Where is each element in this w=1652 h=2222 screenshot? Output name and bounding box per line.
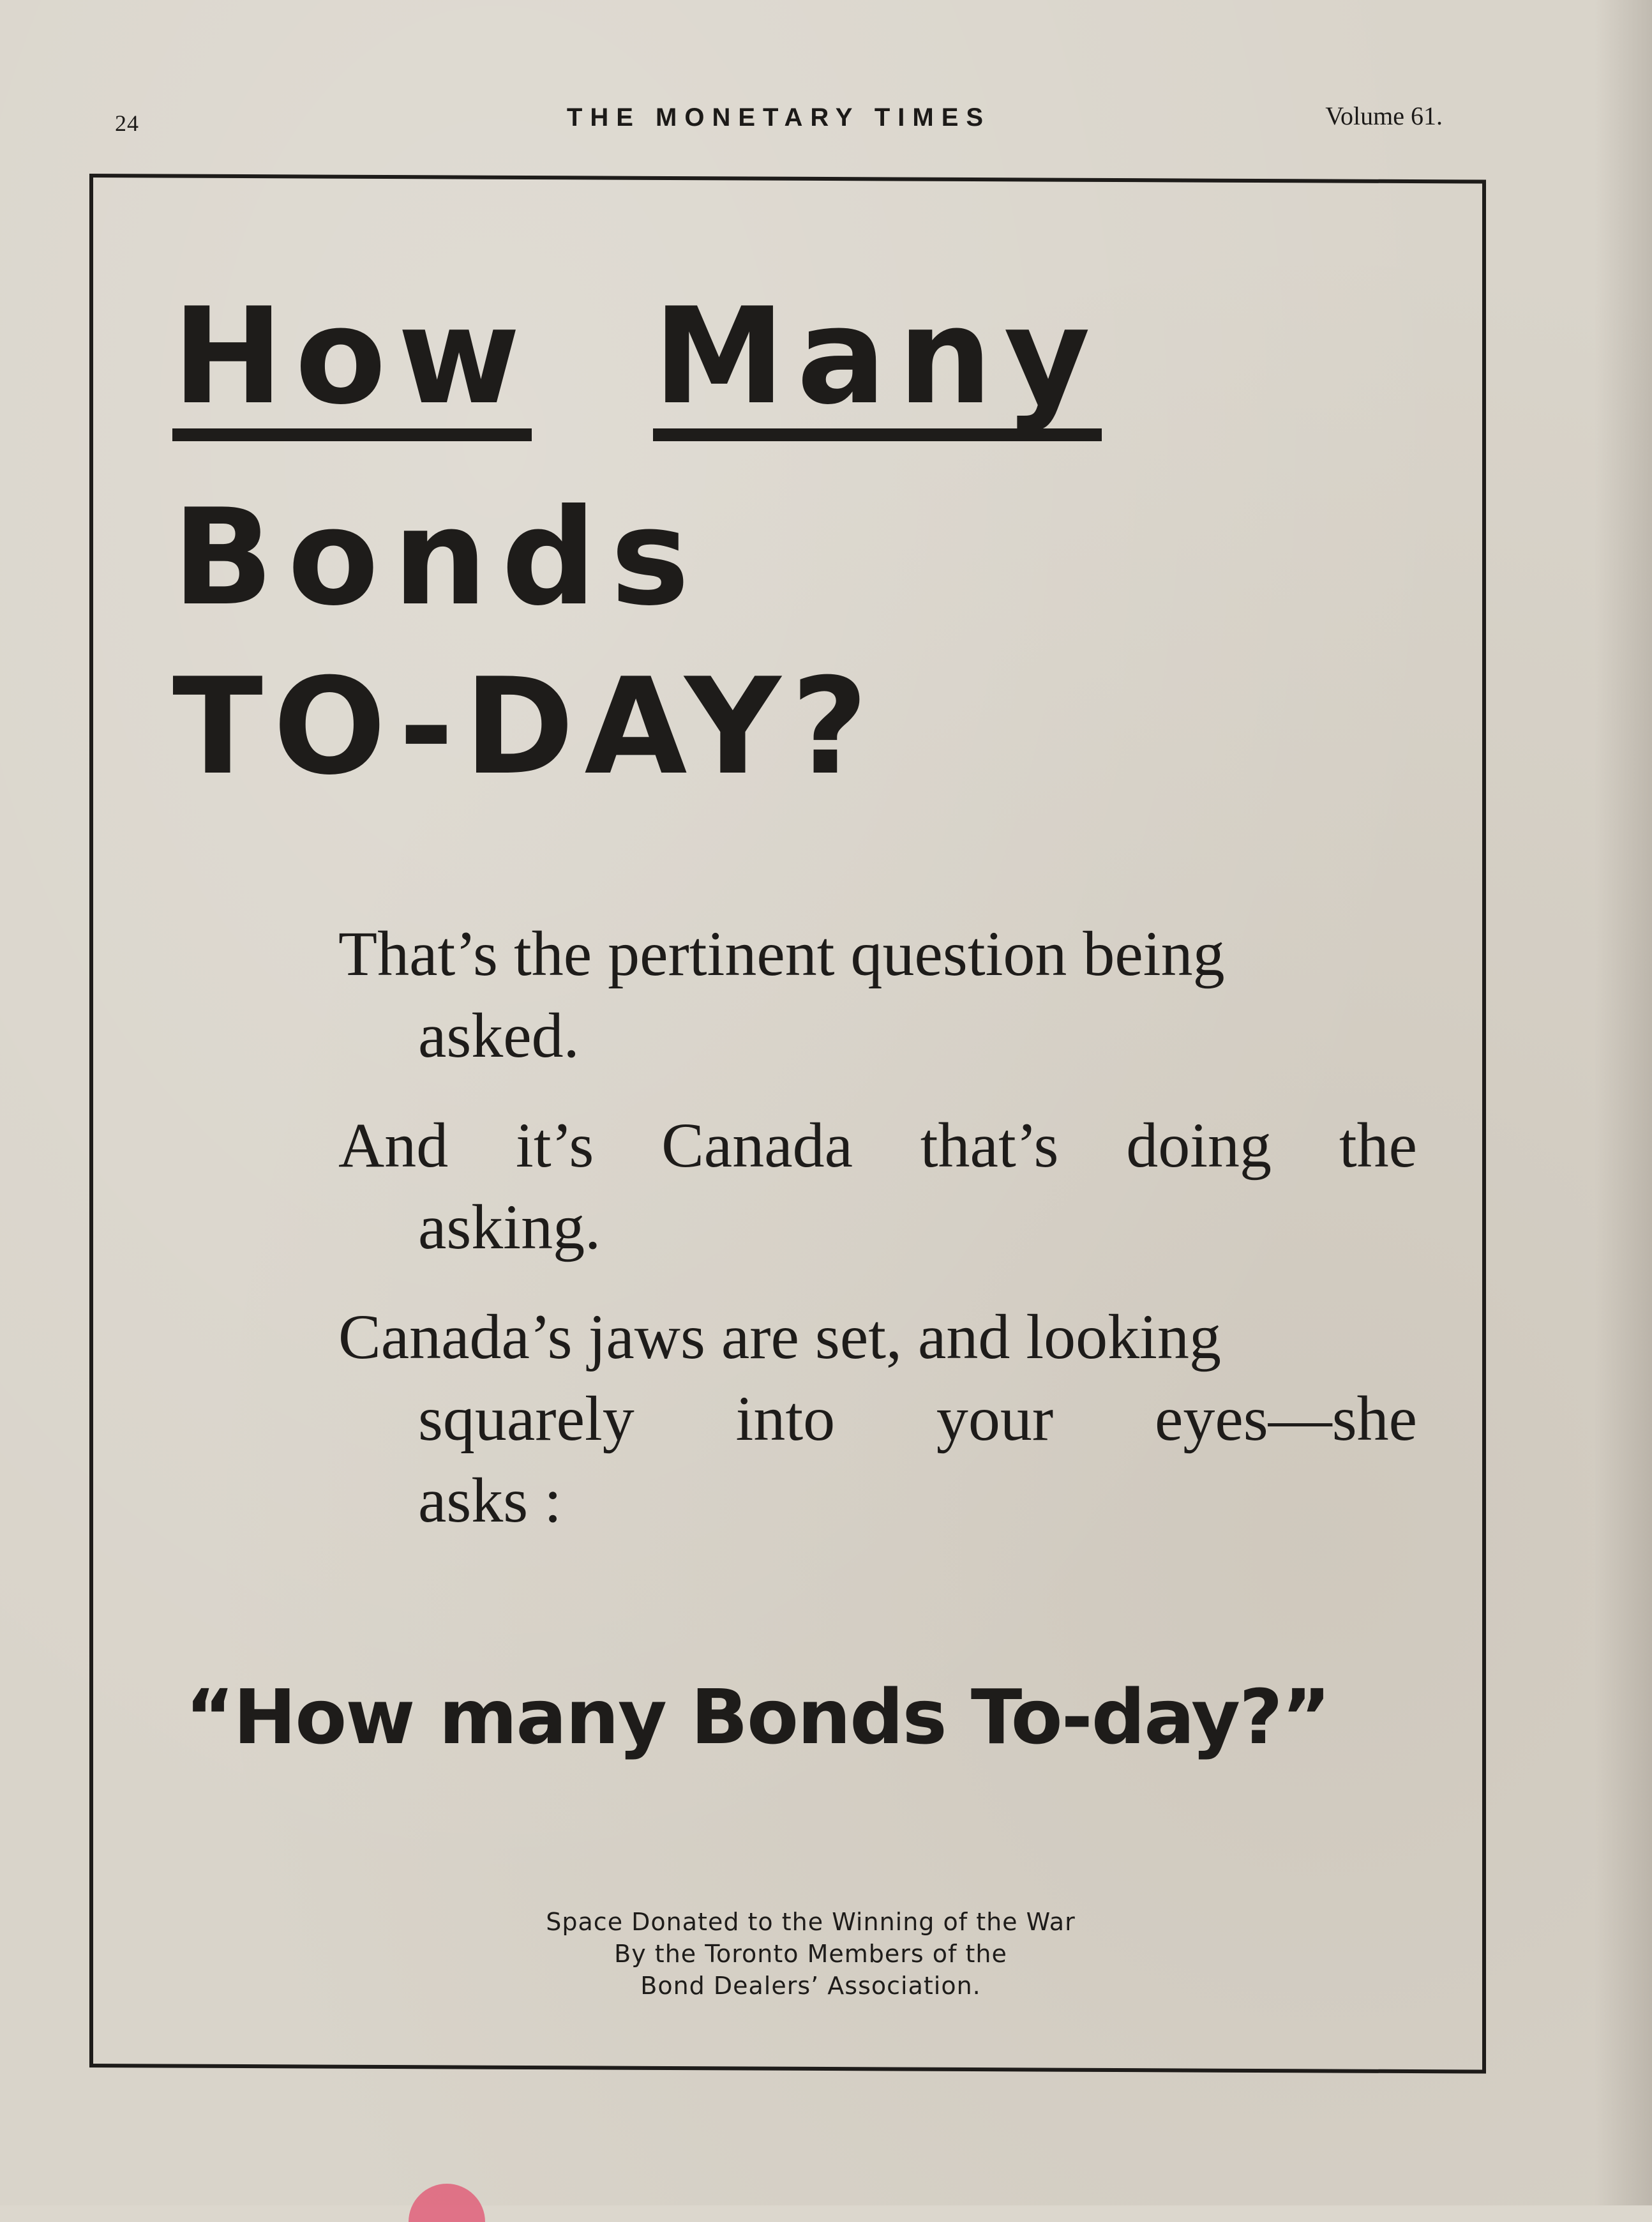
paragraph-2-line-2: asking. [418, 1191, 601, 1262]
paragraph-2-line-1: And it’s Canada that’s doing the [338, 1110, 1417, 1181]
paragraph-2 [338, 1105, 1417, 1268]
closing-quote: “How many Bonds To-day?” [185, 1673, 1330, 1761]
volume-label: Volume 61. [1325, 102, 1443, 130]
paragraph-1-line-1: That’s the pertinent question being [338, 918, 1225, 989]
page-header [115, 97, 1443, 142]
paragraph-3 [338, 1296, 1417, 1541]
paragraph-1-line-2: asked. [418, 1000, 580, 1071]
page-tab-marker [409, 2184, 485, 2222]
headline-line-1 [172, 280, 1102, 441]
credit-line-3: Bond Dealers’ Association. [640, 1972, 981, 2000]
credit-line-2: By the Toronto Members of the [614, 1940, 1007, 1968]
page-edge-shadow [1595, 0, 1652, 2205]
headline-line-3: TO-DAY? [172, 650, 878, 805]
paragraph-1 [338, 913, 1417, 1077]
headline-line-2: Bonds [172, 481, 704, 635]
journal-title: THE MONETARY TIMES [566, 103, 991, 132]
headline-word-many: Many [653, 291, 1102, 441]
paragraph-3-line-1: Canada’s jaws are set, and looking [338, 1301, 1221, 1372]
sponsor-credit [409, 1906, 1213, 2002]
credit-line-1: Space Donated to the Winning of the War [546, 1908, 1076, 1936]
headline-word-how: How [172, 291, 532, 441]
paragraph-3-line-2: squarely into your eyes—she [418, 1383, 1417, 1454]
paragraph-3-line-3: asks : [418, 1465, 562, 1536]
page-number: 24 [115, 110, 139, 136]
